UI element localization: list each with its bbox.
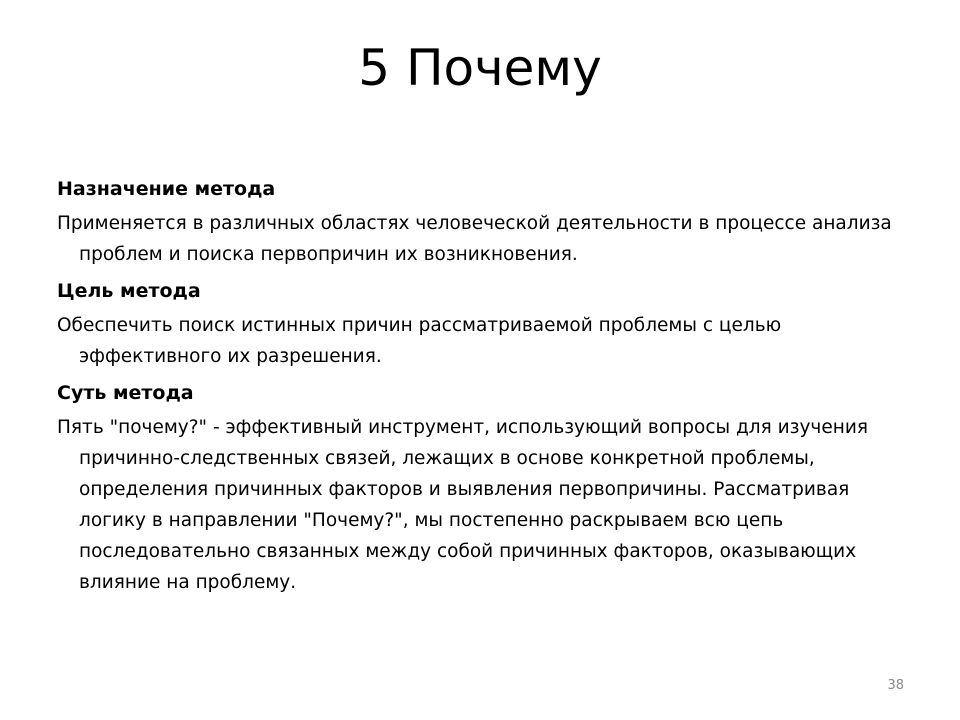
slide-content <box>57 174 907 604</box>
section-heading-purpose: Назначение метода <box>57 178 276 200</box>
page-number: 38 <box>887 678 904 693</box>
section-text-goal: Обеспечить поиск истинных причин рассматриваемой проблемы с целью эффективного их разрешения. <box>57 315 782 367</box>
section-text-purpose: Применяется в различных областях человеческой деятельности в процессе анализа проблем и поиска первопричин их возникновения. <box>57 213 892 265</box>
section-heading-goal: Цель метода <box>57 280 201 302</box>
section-heading-essence: Суть метода <box>57 382 194 404</box>
slide-title: 5 Почему <box>358 39 602 97</box>
section-text-essence: Пять "почему?" - эффективный инструмент, использующий вопросы для изучения причинно-следственных связей, лежащих в основе конкретной проблемы, определения причинных факторов и выявления первопричины. Рассматривая логику в направлении "Почему?", мы постепенно раскрываем всю цепь последовательно связанных между собой причинных факторов, оказывающих влияние на проблему. <box>57 417 868 593</box>
